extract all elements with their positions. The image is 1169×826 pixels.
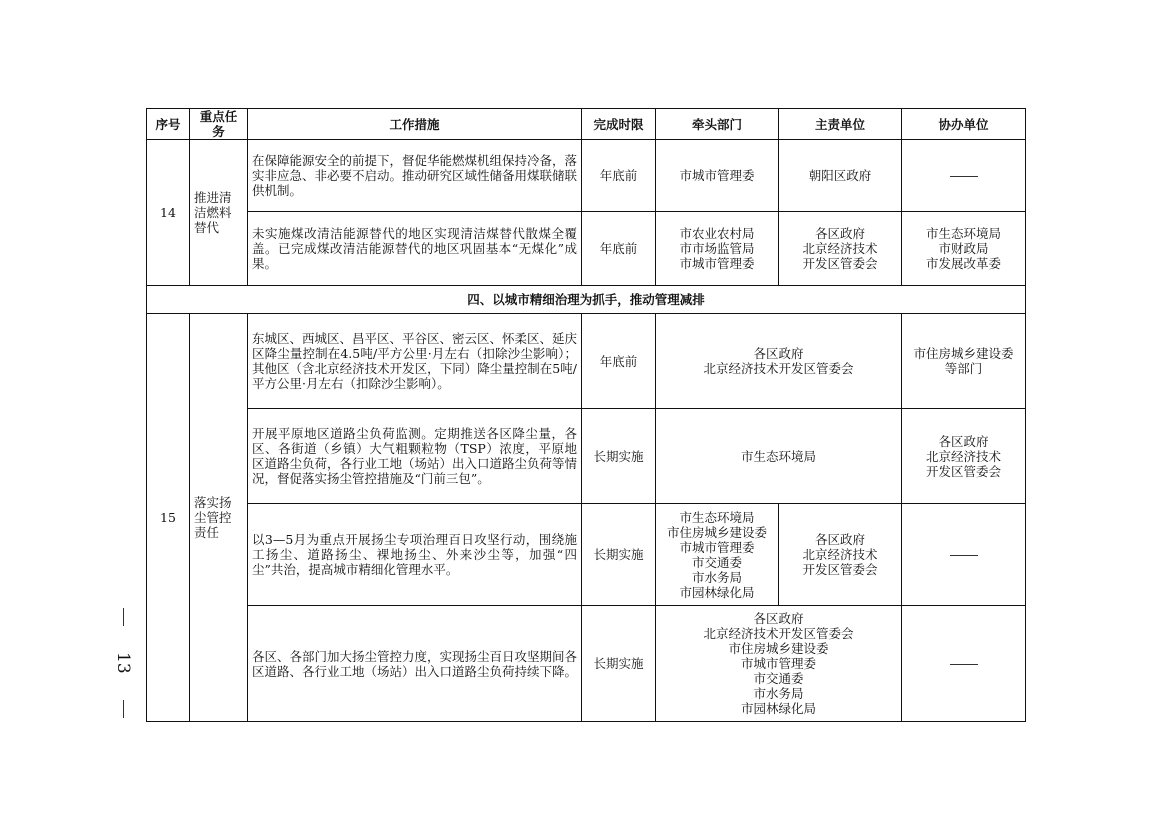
measure-cell: 在保障能源安全的前提下，督促华能燃煤机组保持冷备，落实非应急、非必要不启动。推动研究区域性储备用煤联储联供机制。 xyxy=(248,140,582,212)
header-seq: 序号 xyxy=(147,109,190,140)
seq-cell: 14 xyxy=(147,140,190,286)
lead-cell: 市城市管理委 xyxy=(656,140,779,212)
deadline-cell: 长期实施 xyxy=(582,504,656,606)
deadline-cell: 年底前 xyxy=(582,314,656,409)
assist-cell xyxy=(902,140,1026,212)
measure-cell: 东城区、西城区、昌平区、平谷区、密云区、怀柔区、延庆区降尘量控制在4.5吨/平方公里·月左右（扣除沙尘影响）；其他区（含北京经济技术开发区，下同）降尘量控制在5吨/平方公里·月左右（扣除沙尘影响）。 xyxy=(248,314,582,409)
lead-main-cell: 市生态环境局 xyxy=(656,409,902,504)
header-main: 主责单位 xyxy=(779,109,902,140)
table-row xyxy=(147,140,1026,212)
header-assist: 协办单位 xyxy=(902,109,1026,140)
table-row xyxy=(147,606,1026,722)
assist-cell xyxy=(902,606,1026,722)
table-row xyxy=(147,409,1026,504)
deadline-cell: 长期实施 xyxy=(582,606,656,722)
table-header-row xyxy=(147,109,1026,140)
header-task: 重点任务 xyxy=(190,109,248,140)
deadline-cell: 年底前 xyxy=(582,140,656,212)
page-number: 13 xyxy=(113,652,133,674)
header-lead: 牵头部门 xyxy=(656,109,779,140)
assist-cell: 市生态环境局 市财政局 市发展改革委 xyxy=(902,212,1026,286)
empty-dash xyxy=(950,555,978,556)
task-cell: 落实扬尘管控责任 xyxy=(190,314,248,722)
lead-cell: 市农业农村局 市市场监管局 市城市管理委 xyxy=(656,212,779,286)
header-deadline: 完成时限 xyxy=(582,109,656,140)
deadline-cell: 年底前 xyxy=(582,212,656,286)
page-number-dash xyxy=(123,700,124,718)
section-row xyxy=(147,286,1026,314)
section-title: 四、以城市精细治理为抓手，推动管理减排 xyxy=(147,286,1026,314)
assist-cell: 市住房城乡建设委 等部门 xyxy=(902,314,1026,409)
main-cell: 各区政府 北京经济技术 开发区管委会 xyxy=(779,504,902,606)
lead-cell: 市生态环境局 市住房城乡建设委 市城市管理委 市交通委 市水务局 市园林绿化局 xyxy=(656,504,779,606)
lead-main-cell: 各区政府 北京经济技术开发区管委会 市住房城乡建设委 市城市管理委 市交通委 市水务局 市园林绿化局 xyxy=(656,606,902,722)
main-cell: 朝阳区政府 xyxy=(779,140,902,212)
measures-table xyxy=(146,108,1026,722)
table-row xyxy=(147,504,1026,606)
assist-cell: 各区政府 北京经济技术 开发区管委会 xyxy=(902,409,1026,504)
table-row xyxy=(147,314,1026,409)
measure-cell: 各区、各部门加大扬尘管控力度，实现扬尘百日攻坚期间各区道路、各行业工地（场站）出入口道路尘负荷持续下降。 xyxy=(248,606,582,722)
measure-cell: 未实施煤改清洁能源替代的地区实现清洁煤替代散煤全覆盖。已完成煤改清洁能源替代的地区巩固基本“无煤化”成果。 xyxy=(248,212,582,286)
table-row xyxy=(147,212,1026,286)
page-number-dash xyxy=(123,608,124,626)
header-measure: 工作措施 xyxy=(248,109,582,140)
task-cell: 推进清洁燃料替代 xyxy=(190,140,248,286)
measure-cell: 开展平原地区道路尘负荷监测。定期推送各区降尘量，各区、各街道（乡镇）大气粗颗粒物（TSP）浓度，平原地区道路尘负荷，各行业工地（场站）出入口道路尘负荷等情况，督促落实扬尘管控措施及“门前三包”。 xyxy=(248,409,582,504)
main-cell: 各区政府 北京经济技术 开发区管委会 xyxy=(779,212,902,286)
measure-cell: 以3—5月为重点开展扬尘专项治理百日攻坚行动，围绕施工扬尘、道路扬尘、裸地扬尘、外来沙尘等，加强“四尘”共治，提高城市精细化管理水平。 xyxy=(248,504,582,606)
assist-cell xyxy=(902,504,1026,606)
seq-cell: 15 xyxy=(147,314,190,722)
empty-dash xyxy=(950,664,978,665)
deadline-cell: 长期实施 xyxy=(582,409,656,504)
page-number-block xyxy=(113,608,133,718)
empty-dash xyxy=(950,176,978,177)
lead-main-cell: 各区政府 北京经济技术开发区管委会 xyxy=(656,314,902,409)
